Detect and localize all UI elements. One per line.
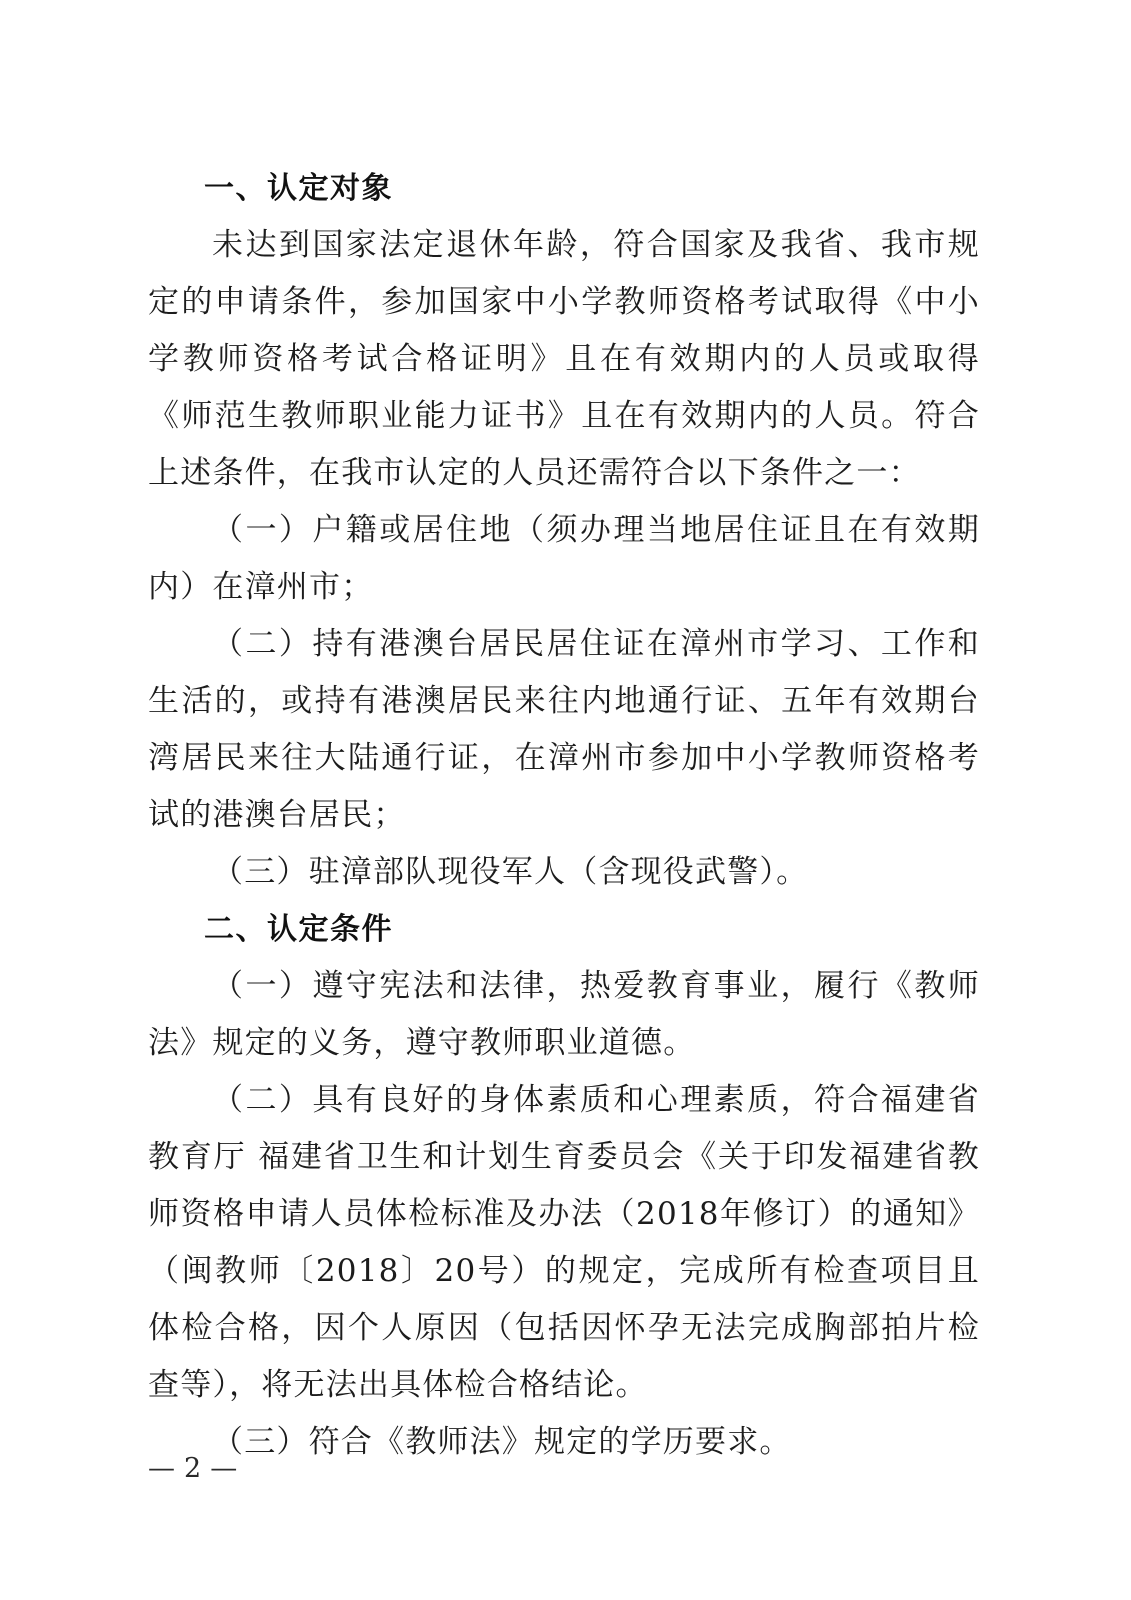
page-footer <box>148 1452 980 1486</box>
section-heading-2: 二、认定条件 <box>204 912 393 947</box>
footer-dash-left: — <box>148 1453 178 1484</box>
paragraph-1-3: （三）驻漳部队现役军人（含现役武警）。 <box>212 854 809 890</box>
paragraph-2-2: （三）符合《教师法》规定的学历要求。 <box>212 1424 792 1460</box>
footer-dash-right: — <box>210 1453 241 1484</box>
section-heading-1: 一、认定对象 <box>204 171 393 206</box>
paragraph-1-0: 未达到国家法定退休年龄，符合国家及我省、我市规定的申请条件，参加国家中小学教师资格考试取得《中小学教师资格考试合格证明》且在有效期内的人员或取得《师范生教师职业能力证书》且在有效期内的人员。符合上述条件，在我市认定的人员还需符合以下条件之一： <box>148 227 980 491</box>
paragraph-2-1: （二）具有良好的身体素质和心理素质，符合福建省教育厅 福建省卫生和计划生育委员会《关于印发福建省教师资格申请人员体检标准及办法（2018年修订）的通知》（闽教师〔2018〕20号）的规定，完成所有检查项目且体检合格，因个人原因（包括因怀孕无法完成胸部拍片检查等），将无法出具体检合格结论。 <box>148 1082 980 1403</box>
paragraph-1-1: （一）户籍或居住地（须办理当地居住证且在有效期内）在漳州市； <box>148 512 980 605</box>
paragraph-2-0: （一）遵守宪法和法律，热爱教育事业，履行《教师法》规定的义务，遵守教师职业道德。 <box>148 968 980 1061</box>
paragraph-1-2: （二）持有港澳台居民居住证在漳州市学习、工作和生活的，或持有港澳居民来往内地通行证、五年有效期台湾居民来往大陆通行证，在漳州市参加中小学教师资格考试的港澳台居民； <box>148 626 980 833</box>
document-body <box>148 160 980 1471</box>
page-number: 2 <box>184 1453 205 1484</box>
